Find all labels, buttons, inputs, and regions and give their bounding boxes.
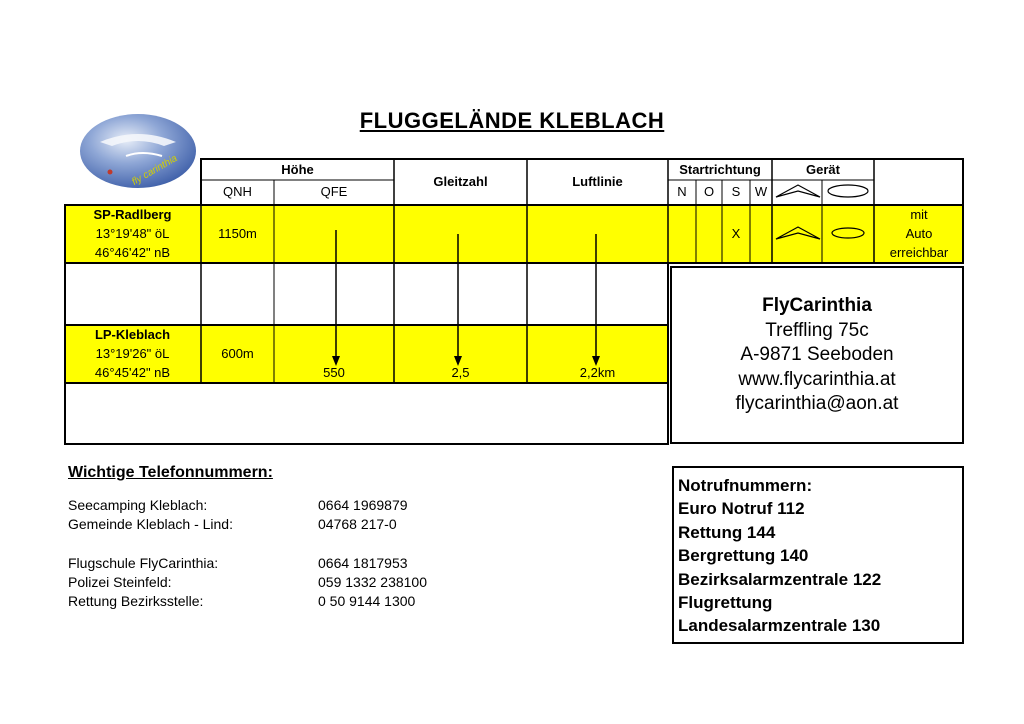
phone-label: Rettung Bezirksstelle:: [68, 593, 204, 609]
start-dir-s: X: [731, 226, 741, 241]
header-hoehe: Höhe: [281, 162, 314, 177]
header-geraet: Gerät: [806, 162, 840, 177]
emergency-line: Flugrettung: [678, 593, 773, 613]
landing-luftlinie: 2,2km: [579, 365, 616, 380]
phone-label: Gemeinde Kleblach - Lind:: [68, 516, 233, 532]
start-note-1: mit: [910, 207, 928, 222]
phone-number: 0 50 9144 1300: [318, 593, 416, 609]
contact-name: FlyCarinthia: [762, 295, 872, 316]
paraglider-icon: [828, 185, 868, 197]
phone-number: 04768 217-0: [318, 516, 397, 532]
header-qfe: QFE: [320, 184, 348, 199]
phone-number: 0664 1969879: [318, 497, 408, 513]
start-note-3: erreichbar: [889, 245, 949, 260]
header-luftlinie: Luftlinie: [572, 174, 623, 189]
phone-number: 059 1332 238100: [318, 574, 427, 590]
emergency-heading: Notrufnummern:: [678, 476, 813, 495]
phones-heading: Wichtige Telefonnummern:: [68, 464, 273, 481]
hangglider-icon: [776, 185, 820, 197]
contact-street: Treffling 75c: [765, 319, 869, 341]
emergency-line: Bergrettung 140: [678, 546, 809, 566]
landing-qnh: 600m: [221, 346, 254, 361]
phone-label: Flugschule FlyCarinthia:: [68, 555, 219, 571]
contact-web[interactable]: www.flycarinthia.at: [738, 368, 896, 390]
header-dir-w: W: [754, 184, 768, 199]
phone-number: 0664 1817953: [318, 555, 408, 571]
start-qnh: 1150m: [218, 226, 257, 241]
contact-city: A-9871 Seeboden: [740, 344, 894, 365]
page-title: FLUGGELÄNDE KLEBLACH: [359, 108, 665, 133]
phone-label: Polizei Steinfeld:: [68, 574, 172, 590]
emergency-line: Euro Notruf 112: [678, 499, 805, 519]
emergency-box: [672, 466, 964, 644]
landing-name: LP-Kleblach: [94, 327, 171, 342]
header-gleitzahl: Gleitzahl: [433, 174, 488, 189]
start-lon: 13°19'48" öL: [95, 226, 170, 241]
header-dir-s: S: [731, 184, 741, 199]
contact-box: [670, 266, 964, 444]
landing-lat: 46°45'42" nB: [94, 365, 171, 380]
header-dir-o: O: [703, 184, 715, 199]
phone-list: [68, 464, 488, 624]
start-lat: 46°46'42" nB: [94, 245, 171, 260]
header-dir-n: N: [677, 184, 687, 199]
start-name: SP-Radlberg: [93, 207, 172, 222]
phone-label: Seecamping Kleblach:: [68, 497, 208, 513]
start-note-2: Auto: [905, 226, 933, 241]
header-startrichtung: Startrichtung: [679, 162, 761, 177]
landing-gleitzahl: 2,5: [451, 365, 470, 380]
emergency-line: Rettung 144: [678, 522, 776, 542]
landing-qfe: 550: [323, 365, 345, 380]
contact-email[interactable]: flycarinthia@aon.at: [735, 393, 899, 414]
landing-lon: 13°19'26" öL: [95, 346, 170, 361]
emergency-line: Bezirksalarmzentrale 122: [678, 569, 882, 589]
logo-text: fly carinthia: [130, 152, 180, 188]
emergency-line: Landesalarmzentrale 130: [678, 616, 881, 636]
header-qnh: QNH: [223, 184, 252, 199]
